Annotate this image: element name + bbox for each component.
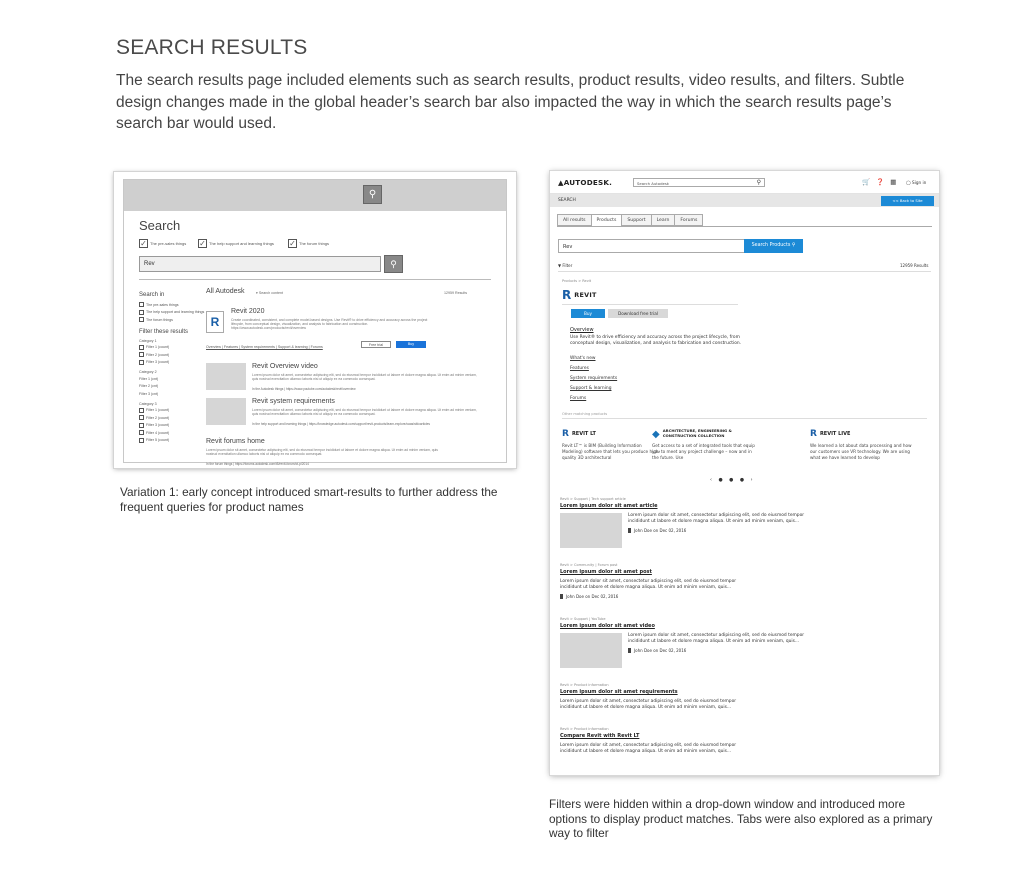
section-label: SEARCH — [558, 197, 576, 203]
scope-dropdown[interactable]: All Autodesk — [206, 288, 245, 295]
product-breadcrumb: Products > Revit — [562, 279, 592, 283]
search-icon[interactable]: ⚲ — [363, 185, 382, 204]
search-products-button[interactable]: Search Products ⚲ — [744, 239, 803, 253]
filter-option[interactable]: Filter 4 (count) — [139, 429, 197, 437]
result-breadcrumb: Revit > Support | Tech support article — [560, 497, 626, 501]
help-icon[interactable]: ❓ — [876, 178, 885, 186]
product-title[interactable]: Revit 2020 — [231, 308, 265, 315]
results-count: 12959 Results — [900, 263, 929, 268]
filter-option[interactable]: Filter 3 (count) — [139, 359, 197, 367]
result-thumbnail[interactable] — [206, 398, 246, 425]
result-breadcrumb: Revit > Support | YouTube — [560, 617, 606, 621]
product-header[interactable]: R REVIT — [562, 288, 597, 302]
result-author: John Doe on Dec 02, 2016 — [628, 648, 816, 653]
tab-underline — [557, 226, 932, 227]
result-thumbnail[interactable] — [560, 513, 622, 548]
filter-sidebar — [139, 291, 205, 444]
product-card-revit-live[interactable]: R REVIT LIVE We learned a lot about data processing and how our customers use VR technology. We are using what we have learned to develop — [810, 429, 912, 461]
divider — [562, 304, 738, 305]
divider — [562, 418, 927, 419]
document-icon — [628, 528, 631, 533]
result-meta: In the help support and learning things | https://knowledge.autodesk.com/support/revit-products/learn-explore/caas/sfdcarticles — [252, 422, 431, 426]
result-description: Lorem ipsum dolor sit amet, consectetur adipiscing elit, sed do eiusmod tempor incididunt ut labore et dolore magna aliqua. Ut enim ad minim veniam, quis nostrud exercitation ullamco laboris nisi ut aliquip ex ea commodo consequat. — [252, 408, 477, 417]
search-result — [560, 683, 930, 712]
autodesk-logo[interactable]: ▲AUTODESK. — [558, 178, 613, 187]
filter-option[interactable]: Filter 1 (cnt) — [139, 376, 159, 381]
result-author: John Doe on Dec 02, 2016 — [628, 528, 816, 533]
search-result — [560, 497, 930, 533]
buy-button[interactable]: Buy — [396, 341, 426, 348]
search-heading: Search — [139, 218, 181, 233]
results-count: 12959 Results — [444, 291, 467, 295]
document-icon — [628, 648, 631, 653]
other-products-label: Other matching products — [562, 412, 608, 416]
intro-paragraph: The search results page included elements such as search results, product results, video results, and filters. Subtle design changes made in the global header’s search bar also impacted the way in which the search results page’s search bar would used. — [116, 72, 905, 132]
mockup-variation-2 — [550, 171, 939, 775]
filter-option[interactable]: Filter 1 (count) — [139, 344, 197, 352]
carousel-pagination[interactable]: ‹ ● ● ● › — [710, 478, 755, 483]
mockup-variation-1 — [114, 172, 516, 468]
revit-logo: R — [206, 311, 224, 333]
product-card-aec-collection[interactable]: ◆ ARCHITECTURE, ENGINEERING & CONSTRUCTION COLLECTION Get access to a set of integrated tools that equip you to meet any project challenge – now and in the future. Use — [652, 428, 755, 461]
search-icon[interactable]: ⚲ — [756, 179, 761, 186]
result-description: Lorem ipsum dolor sit amet, consectetur adipiscing elit, sed do eiusmod tempor incididunt ut labore et dolore magna aliqua. Ut enim ad minim veniam, quis... — [560, 743, 737, 755]
section-bar — [550, 194, 939, 207]
document-icon — [560, 594, 563, 599]
product-card-revit-lt[interactable]: R REVIT LT Revit LT™ is BIM (Building Information Modeling) software that lets you produce high-quality 3D architectural — [562, 429, 661, 461]
tab-learn[interactable]: Learn — [651, 214, 675, 226]
filter-heading: Filter these results — [139, 328, 189, 335]
search-in-option[interactable]: The pre-sales things — [139, 301, 197, 309]
overview-description: Use Revit® to drive efficiency and accuracy across the project lifecycle, from conceptual design, visualization, and analysis to fabrication and construction. — [570, 335, 742, 347]
filter-option[interactable]: Filter 5 (count) — [139, 437, 197, 445]
tab-support[interactable]: Support — [621, 214, 650, 226]
page-title: SEARCH RESULTS — [116, 36, 308, 59]
result-description: Lorem ipsum dolor sit amet, consectetur adipiscing elit, sed do eiusmod tempor incididunt ut labore et dolore magna aliqua. Ut enim ad minim veniam, quis nostrud exercitation ullamco laboris nisi ut aliquip ex ea commodo consequat. — [206, 448, 438, 457]
product-description: Create coordinated, consistent, and complete model-based designs. Use Revit® to drive efficiency and accuracy across the project lifecycle, from conceptual design, visualization, and analysis to fabrication and construction. https://www.autodesk.com/products/revit/overview — [231, 318, 428, 331]
scope-subtitle: ▾ Search content — [256, 291, 283, 295]
result-breadcrumb: Revit > Community | Forum post — [560, 563, 618, 567]
tab-forums[interactable]: Forums — [674, 214, 703, 226]
result-meta: In the forum things | https://forums.autodesk.com/t5/revit-forum/ct-p/2014 — [206, 462, 309, 466]
product-link-whats-new[interactable]: What's new — [570, 356, 596, 361]
caption-variation-2: Filters were hidden within a drop-down window and introduced more options to display product matches. Tabs were also explored as a primary way to filter — [549, 797, 933, 840]
product-link-features[interactable]: Features — [570, 366, 589, 371]
result-meta: In the Autodesk things | https://www.youtube.com/autodesk/revit/overview — [252, 387, 356, 391]
search-icon: ⚲ — [791, 243, 796, 248]
result-description: Lorem ipsum dolor sit amet, consectetur adipiscing elit, sed do eiusmod tempor incididunt ut labore et dolore magna aliqua. Ut enim ad minim veniam, quis... — [560, 699, 737, 711]
search-input[interactable]: Rev — [139, 256, 381, 272]
divider — [558, 271, 931, 272]
result-breadcrumb: Revit > Product information — [560, 683, 609, 687]
download-trial-button[interactable]: Download free trial — [608, 309, 668, 318]
result-title[interactable]: Revit forums home — [206, 438, 265, 445]
filter-option[interactable]: Filter 2 (cnt) — [139, 384, 159, 389]
global-header-bar — [124, 180, 506, 211]
category-label: Category 2 — [139, 370, 157, 374]
products-search-input[interactable]: Rev — [558, 239, 745, 253]
product-smart-result — [206, 308, 446, 350]
divider — [139, 279, 491, 280]
search-result — [560, 727, 930, 756]
user-icon: ◯ — [906, 180, 911, 185]
filter-option[interactable]: Filter 2 (count) — [139, 414, 197, 422]
search-in-heading: Search in — [139, 292, 165, 298]
header-search-input[interactable]: Search Autodesk ⚲ — [633, 178, 765, 187]
result-title[interactable]: Compare Revit with Revit LT — [560, 733, 640, 739]
search-in-option[interactable]: The help support and learning things — [139, 309, 197, 317]
cart-icon[interactable]: 🛒 — [862, 178, 871, 186]
category-label: Category 1 — [139, 338, 157, 343]
video-thumbnail[interactable] — [206, 363, 246, 390]
free-trial-button[interactable]: Free trial — [361, 341, 391, 348]
caption-variation-1: Variation 1: early concept introduced smart-results to further address the frequent queries for product names — [120, 485, 498, 514]
result-title[interactable]: Revit Overview video — [252, 363, 318, 370]
revit-logo-icon: R — [562, 288, 572, 302]
filter-option[interactable]: Filter 1 (count) — [139, 407, 197, 415]
product-links[interactable]: Overview | Features | System requirements | Support & learning | Forums — [206, 345, 323, 349]
global-header — [550, 171, 939, 194]
result-breadcrumb: Revit > Product information — [560, 727, 609, 731]
back-to-site-button[interactable]: << Back to Site — [881, 196, 934, 206]
result-description: Lorem ipsum dolor sit amet, consectetur adipiscing elit, sed do eiusmod tempor incididunt ut labore et dolore magna aliqua. Ut enim ad minim veniam, quis... — [628, 633, 805, 645]
overview-link[interactable]: Overview — [570, 327, 594, 333]
collection-logo-icon: ◆ — [652, 428, 660, 440]
checkbox-forum[interactable]: ✓ The forum things — [289, 239, 330, 248]
result-title[interactable]: Revit system requirements — [252, 398, 335, 405]
revit-lt-logo-icon: R — [562, 429, 569, 439]
buy-button[interactable]: Buy — [571, 309, 605, 318]
search-result — [560, 617, 930, 653]
apps-grid-icon[interactable]: ▦ — [890, 178, 897, 186]
filter-dropdown[interactable]: ▼ Filter — [558, 263, 573, 268]
search-submit-button[interactable]: ⚲ — [384, 255, 403, 273]
product-link-support-learning[interactable]: Support & learning — [570, 386, 612, 391]
sign-in-link[interactable]: ◯ Sign in — [906, 180, 927, 185]
checkbox-presales[interactable]: ✓ The pre-sales things — [140, 239, 187, 248]
search-result — [560, 563, 930, 599]
checkbox-support[interactable]: ✓ The help support and learning things — [199, 239, 274, 248]
product-link-forums[interactable]: Forums — [570, 396, 587, 401]
result-description: Lorem ipsum dolor sit amet, consectetur adipiscing elit, sed do eiusmod tempor incididunt ut labore et dolore magna aliqua. Ut enim ad minim veniam, quis nostrud exercitation ullamco laboris nisi ut aliquip ex ea commodo consequat. — [252, 373, 477, 382]
tab-products[interactable]: Products — [591, 214, 622, 227]
search-in-option[interactable]: The forum things — [139, 316, 197, 324]
result-description: Lorem ipsum dolor sit amet, consectetur adipiscing elit, sed do eiusmod tempor incididunt ut labore et dolore magna aliqua. Ut enim ad minim veniam, quis... — [560, 579, 737, 591]
product-link-system-requirements[interactable]: System requirements — [570, 376, 618, 381]
result-title[interactable]: Lorem ipsum dolor sit amet requirements — [560, 689, 678, 695]
chevron-down-icon: ▼ — [558, 263, 562, 268]
tab-all-results[interactable]: All results — [557, 214, 591, 226]
filter-option[interactable]: Filter 3 (cnt) — [139, 391, 159, 396]
category-label: Category 3 — [139, 401, 157, 406]
filter-option[interactable]: Filter 2 (count) — [139, 351, 197, 359]
video-thumbnail[interactable] — [560, 633, 622, 668]
result-author: John Doe on Dec 02, 2016 — [560, 594, 750, 599]
header-icons — [862, 178, 902, 186]
filter-option[interactable]: Filter 3 (count) — [139, 422, 197, 430]
result-description: Lorem ipsum dolor sit amet, consectetur adipiscing elit, sed do eiusmod tempor incididunt ut labore et dolore magna aliqua. Ut enim ad minim veniam, quis... — [628, 513, 805, 525]
result-title[interactable]: Lorem ipsum dolor sit amet article — [560, 503, 658, 509]
revit-live-logo-icon: R — [810, 429, 817, 439]
result-title[interactable]: Lorem ipsum dolor sit amet video — [560, 623, 655, 629]
result-title[interactable]: Lorem ipsum dolor sit amet post — [560, 569, 652, 575]
